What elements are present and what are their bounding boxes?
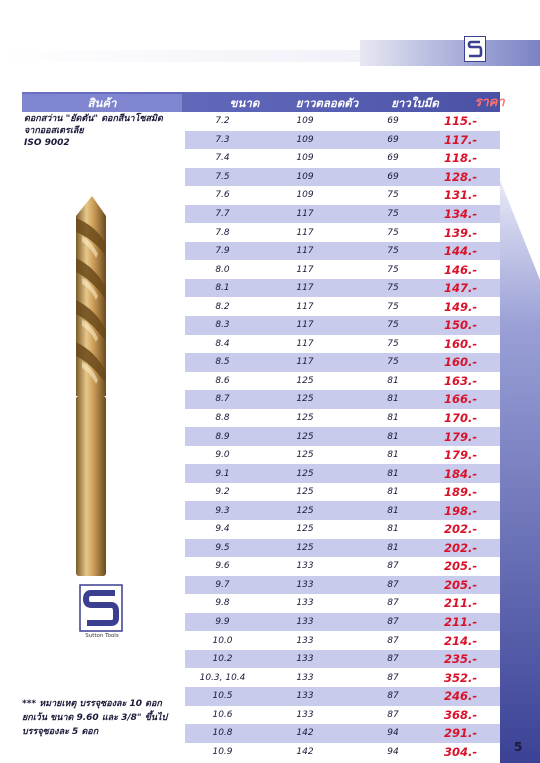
cell-flute-length: 81 [387,375,399,386]
cell-size: 7.6 [215,190,230,201]
cell-price: 147.- [444,281,478,296]
cell-overall-length: 125 [296,542,314,553]
table-row [185,743,500,762]
table-row [185,168,500,187]
cell-price: 246.- [444,689,478,704]
cell-flute-length: 81 [387,524,399,535]
table-row [185,687,500,706]
cell-price: 179.- [444,429,478,444]
cell-overall-length: 125 [296,505,314,516]
cell-price: 352.- [444,670,478,685]
cell-size: 8.8 [215,413,230,424]
cell-flute-length: 87 [387,691,399,702]
table-row [185,706,500,725]
table-header [22,92,505,112]
cell-flute-length: 69 [387,116,399,127]
cell-price: 131.- [444,188,478,203]
cell-size: 8.4 [215,338,230,349]
cell-size: 8.6 [215,375,230,386]
packaging-note [22,697,192,739]
cell-size: 10.5 [212,691,233,702]
cell-price: 149.- [444,299,478,314]
cell-price: 202.- [444,522,478,537]
table-row [185,353,500,372]
product-description [24,113,194,149]
cell-flute-length: 94 [387,746,399,757]
cell-flute-length: 75 [387,338,399,349]
table-row [185,576,500,595]
cell-overall-length: 133 [296,654,314,665]
cell-overall-length: 117 [296,227,314,238]
cell-price: 160.- [444,336,478,351]
cell-size: 8.3 [215,320,230,331]
cell-price: 115.- [444,114,478,129]
cell-size: 8.2 [215,301,230,312]
cell-flute-length: 87 [387,617,399,628]
cell-flute-length: 75 [387,320,399,331]
cell-overall-length: 125 [296,524,314,535]
cell-price: 202.- [444,540,478,555]
note-line-1: *** หมายเหตุ บรรจุซองละ 10 ดอก [22,699,162,709]
note-line-2: ยกเว้น ขนาด 9.60 และ 3/8" ขึ้นไป [22,713,168,723]
cell-overall-length: 125 [296,450,314,461]
cell-price: 211.- [444,615,478,630]
cell-size: 10.3, 10.4 [199,672,246,683]
table-row [185,131,500,150]
table-row [185,409,500,428]
cell-price: 179.- [444,448,478,463]
description-line-2: จากออสเตรเลีย [24,126,84,136]
cell-size: 7.9 [215,246,230,257]
cell-size: 9.3 [215,505,230,516]
cell-price: 211.- [444,596,478,611]
cell-overall-length: 142 [296,746,314,757]
table-row [185,149,500,168]
cell-size: 7.8 [215,227,230,238]
table-row [185,631,500,650]
cell-overall-length: 125 [296,375,314,386]
table-row [185,650,500,669]
cell-size: 9.6 [215,561,230,572]
header-price: ราคา [474,95,505,110]
cell-price: 205.- [444,577,478,592]
table-row [185,427,500,446]
table-row [185,186,500,205]
sutton-s-icon [467,39,483,59]
cell-overall-length: 117 [296,246,314,257]
cell-flute-length: 87 [387,709,399,720]
table-row [185,279,500,298]
cell-size: 9.4 [215,524,230,535]
cell-size: 9.8 [215,598,230,609]
cell-size: 7.3 [215,134,230,145]
cell-flute-length: 75 [387,227,399,238]
logo-caption: Sutton Tools [85,633,119,639]
cell-flute-length: 69 [387,153,399,164]
price-table [185,112,500,761]
cell-overall-length: 133 [296,579,314,590]
cell-overall-length: 133 [296,617,314,628]
cell-size: 9.2 [215,487,230,498]
note-line-3: บรรจุซองละ 5 ดอก [22,727,99,737]
page-number: 5 [514,740,523,754]
cell-size: 10.8 [212,728,233,739]
cell-overall-length: 133 [296,672,314,683]
table-row [185,446,500,465]
cell-flute-length: 81 [387,487,399,498]
cell-flute-length: 75 [387,264,399,275]
cell-flute-length: 81 [387,542,399,553]
table-row [185,668,500,687]
cell-price: 160.- [444,355,478,370]
cell-price: 368.- [444,707,478,722]
cell-flute-length: 81 [387,505,399,516]
cell-overall-length: 133 [296,691,314,702]
cell-price: 118.- [444,151,478,166]
table-row [185,205,500,224]
cell-flute-length: 87 [387,579,399,590]
cell-size: 9.5 [215,542,230,553]
table-row [185,520,500,539]
cell-overall-length: 117 [296,283,314,294]
cell-flute-length: 81 [387,394,399,405]
cell-flute-length: 69 [387,134,399,145]
header-flute-length: ยาวใบมีด [391,96,439,110]
cell-price: 144.- [444,244,478,259]
cell-overall-length: 109 [296,153,314,164]
cell-size: 8.1 [215,283,230,294]
cell-overall-length: 117 [296,301,314,312]
cell-overall-length: 117 [296,338,314,349]
cell-overall-length: 133 [296,635,314,646]
cell-size: 9.0 [215,450,230,461]
cell-size: 9.1 [215,468,230,479]
cell-size: 7.4 [215,153,230,164]
cell-price: 163.- [444,373,478,388]
cell-price: 150.- [444,318,478,333]
cell-size: 7.7 [215,209,230,219]
cell-flute-length: 81 [387,431,399,442]
cell-size: 10.2 [212,654,233,665]
cell-price: 304.- [444,744,478,759]
table-row [185,501,500,520]
cell-size: 8.9 [215,431,230,442]
cell-overall-length: 117 [296,209,314,219]
table-row [185,223,500,242]
cell-flute-length: 81 [387,468,399,479]
cell-price: 189.- [444,485,478,500]
cell-size: 7.2 [215,116,230,127]
cell-overall-length: 125 [296,431,314,442]
cell-flute-length: 87 [387,672,399,683]
cell-price: 205.- [444,559,478,574]
cell-flute-length: 87 [387,654,399,665]
cell-overall-length: 117 [296,357,314,368]
cell-overall-length: 125 [296,468,314,479]
cell-flute-length: 81 [387,450,399,461]
table-row [185,483,500,502]
description-line-1: ดอกสว่าน "ยัดตัน" ดอกสีนาโซสมิด [24,114,163,124]
cell-flute-length: 75 [387,301,399,312]
cell-size: 8.5 [215,357,230,368]
cell-overall-length: 109 [296,190,314,201]
table-row [185,557,500,576]
cell-price: 198.- [444,503,478,518]
cell-price: 235.- [444,652,478,667]
cell-size: 7.5 [215,171,230,182]
table-row [185,613,500,632]
cell-flute-length: 87 [387,561,399,572]
cell-price: 170.- [444,411,478,426]
top-stripe-left [0,50,360,62]
cell-overall-length: 133 [296,561,314,572]
brand-logo-top [464,36,486,62]
cell-flute-length: 69 [387,171,399,182]
cell-price: 139.- [444,225,478,240]
cell-overall-length: 125 [296,394,314,405]
cell-overall-length: 125 [296,413,314,424]
cell-price: 117.- [444,132,478,147]
cell-overall-length: 133 [296,709,314,720]
cell-flute-length: 87 [387,635,399,646]
description-line-3: ISO 9002 [24,138,70,148]
right-wedge-decoration [500,60,540,763]
cell-overall-length: 109 [296,116,314,127]
cell-size: 8.0 [215,264,230,275]
cell-overall-length: 117 [296,320,314,331]
cell-flute-length: 87 [387,598,399,609]
cell-flute-length: 94 [387,728,399,739]
cell-overall-length: 142 [296,728,314,739]
cell-flute-length: 75 [387,246,399,257]
table-row [185,316,500,335]
cell-price: 146.- [444,262,478,277]
cell-size: 9.9 [215,617,230,628]
cell-overall-length: 117 [296,264,314,275]
cell-overall-length: 109 [296,171,314,182]
sutton-tools-logo [79,584,123,632]
cell-flute-length: 75 [387,357,399,368]
table-row [185,539,500,558]
table-row [185,242,500,261]
cell-price: 134.- [444,207,478,221]
cell-size: 8.7 [215,394,230,405]
cell-size: 10.6 [212,709,233,720]
cell-price: 184.- [444,466,478,481]
drill-bit-image [62,196,122,576]
cell-price: 128.- [444,169,478,184]
cell-overall-length: 125 [296,487,314,498]
cell-flute-length: 75 [387,190,399,201]
cell-size: 9.7 [215,579,230,590]
cell-flute-length: 75 [387,283,399,294]
header-overall-length: ยาวตลอดตัว [295,96,359,110]
table-row [185,112,500,131]
table-row [185,335,500,354]
cell-price: 214.- [444,633,478,648]
cell-overall-length: 133 [296,598,314,609]
cell-flute-length: 81 [387,413,399,424]
table-row [185,390,500,409]
table-row [185,594,500,613]
cell-price: 291.- [444,726,478,741]
table-row [185,260,500,279]
cell-flute-length: 75 [387,209,399,219]
cell-size: 10.0 [212,635,233,646]
table-row [185,464,500,483]
header-product: สินค้า [22,94,182,112]
cell-size: 10.9 [212,746,233,757]
table-row [185,297,500,316]
cell-overall-length: 109 [296,134,314,145]
header-size: ขนาด [229,96,260,110]
table-row [185,372,500,391]
cell-price: 166.- [444,392,478,407]
table-row [185,724,500,743]
